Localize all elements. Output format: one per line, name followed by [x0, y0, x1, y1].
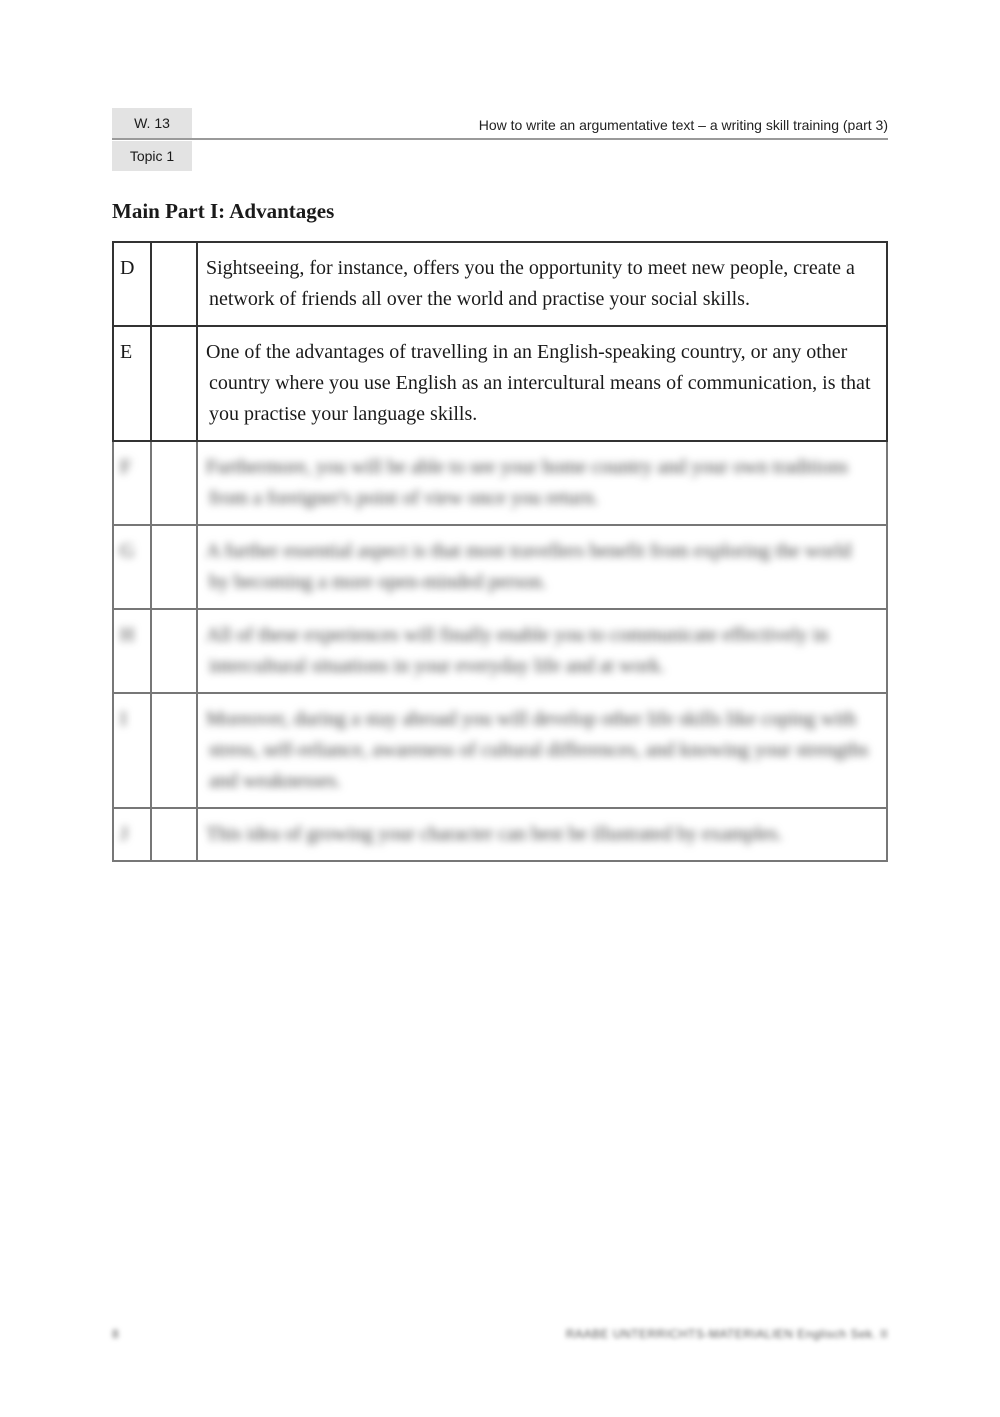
table-row — [113, 326, 887, 441]
row-letter: F — [113, 441, 151, 525]
row-letter: G — [113, 525, 151, 609]
table-row — [113, 693, 887, 808]
answer-cell[interactable] — [151, 693, 197, 808]
publisher-line: RAABE UNTERRICHTS-MATERIALIEN Englisch Sek. II — [565, 1327, 888, 1341]
answer-cell[interactable] — [151, 609, 197, 693]
answer-cell[interactable] — [151, 242, 197, 326]
row-text: One of the advantages of travelling in an English-speaking country, or any other country where you use English as an intercultural means of communication, is that you practise your language skills. — [206, 341, 871, 425]
page-header — [112, 108, 888, 171]
row-letter: E — [113, 326, 151, 441]
document-title: How to write an argumentative text – a writing skill training (part 3) — [478, 117, 888, 133]
table-row — [113, 808, 887, 861]
row-letter: J — [113, 808, 151, 861]
row-text: Sightseeing, for instance, offers you the opportunity to meet new people, create a network of friends all over the world and practise your social skills. — [206, 257, 855, 310]
row-text: All of these experiences will finally enable you to communicate effectively in intercultural situations in your everyday life and at work. — [206, 624, 829, 677]
table-row — [113, 242, 887, 326]
row-text: A further essential aspect is that most travellers benefit from exploring the world by becoming a more open-minded person. — [206, 540, 852, 593]
table-row — [113, 609, 887, 693]
unit-code: W. 13 — [112, 108, 192, 138]
row-letter: H — [113, 609, 151, 693]
answer-cell[interactable] — [151, 525, 197, 609]
advantages-table — [112, 241, 888, 862]
row-letter: I — [113, 693, 151, 808]
table-row — [113, 525, 887, 609]
table-row — [113, 441, 887, 525]
section-heading: Main Part I: Advantages — [112, 199, 335, 223]
answer-cell[interactable] — [151, 326, 197, 441]
row-text: Moreover, during a stay abroad you will develop other life skills like coping with stress, self-reliance, awareness of cultural differences, and knowing your strengths and weaknesses. — [206, 708, 869, 792]
row-letter: D — [113, 242, 151, 326]
row-text: Furthermore, you will be able to see your home country and your own traditions from a foreigner's point of view once you return. — [206, 456, 849, 509]
topic-label: Topic 1 — [112, 141, 192, 171]
header-divider — [112, 138, 888, 140]
row-text: This idea of growing your character can best be illustrated by examples. — [206, 823, 783, 845]
answer-cell[interactable] — [151, 441, 197, 525]
answer-cell[interactable] — [151, 808, 197, 861]
page-number: 8 — [112, 1327, 119, 1341]
